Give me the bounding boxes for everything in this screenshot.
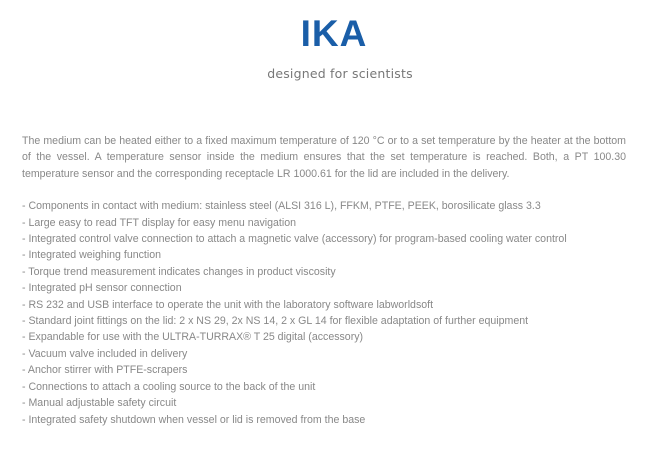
intro-paragraph: The medium can be heated either to a fixed maximum temperature of 120 °C or to a set temperature by the heater at the bottom of the vessel. A temperature sensor inside the medium ensures that the set temperature is reached. Both, a PT 100.30 temperature sensor and the corresponding receptacle LR 1000.61 for the lid are included in the delivery.: [22, 135, 626, 180]
feature-item: - Expandable for use with the ULTRA-TURRAX® T 25 digital (accessory): [22, 331, 364, 344]
feature-item: - RS 232 and USB interface to operate the unit with the laboratory software labworldsoft: [22, 298, 434, 311]
feature-item: - Integrated pH sensor connection: [22, 282, 182, 295]
feature-item: - Vacuum valve included in delivery: [22, 347, 188, 360]
ika-logo: IKA: [300, 13, 368, 54]
product-description: [22, 133, 626, 428]
feature-item: - Integrated control valve connection to attach a magnetic valve (accessory) for program-based cooling water control: [22, 233, 567, 246]
feature-item: - Anchor stirrer with PTFE-scrapers: [22, 364, 188, 377]
feature-item: - Integrated weighing function: [22, 249, 161, 262]
tagline: designed for scientists: [267, 66, 413, 81]
feature-item: - Large easy to read TFT display for easy menu navigation: [22, 216, 297, 229]
feature-item: - Components in contact with medium: stainless steel (ALSI 316 L), FFKM, PTFE, PEEK, borosilicate glass 3.3: [22, 200, 541, 213]
feature-list: [22, 198, 626, 428]
feature-item: - Standard joint fittings on the lid: 2 x NS 29, 2x NS 14, 2 x GL 14 for flexible adaptation of further equipment: [22, 315, 529, 328]
feature-item: - Torque trend measurement indicates changes in product viscosity: [22, 265, 336, 278]
feature-item: - Manual adjustable safety circuit: [22, 397, 177, 410]
feature-item: - Integrated safety shutdown when vessel or lid is removed from the base: [22, 413, 366, 426]
feature-item: - Connections to attach a cooling source to the back of the unit: [22, 380, 316, 393]
brand-header: [0, 14, 650, 54]
